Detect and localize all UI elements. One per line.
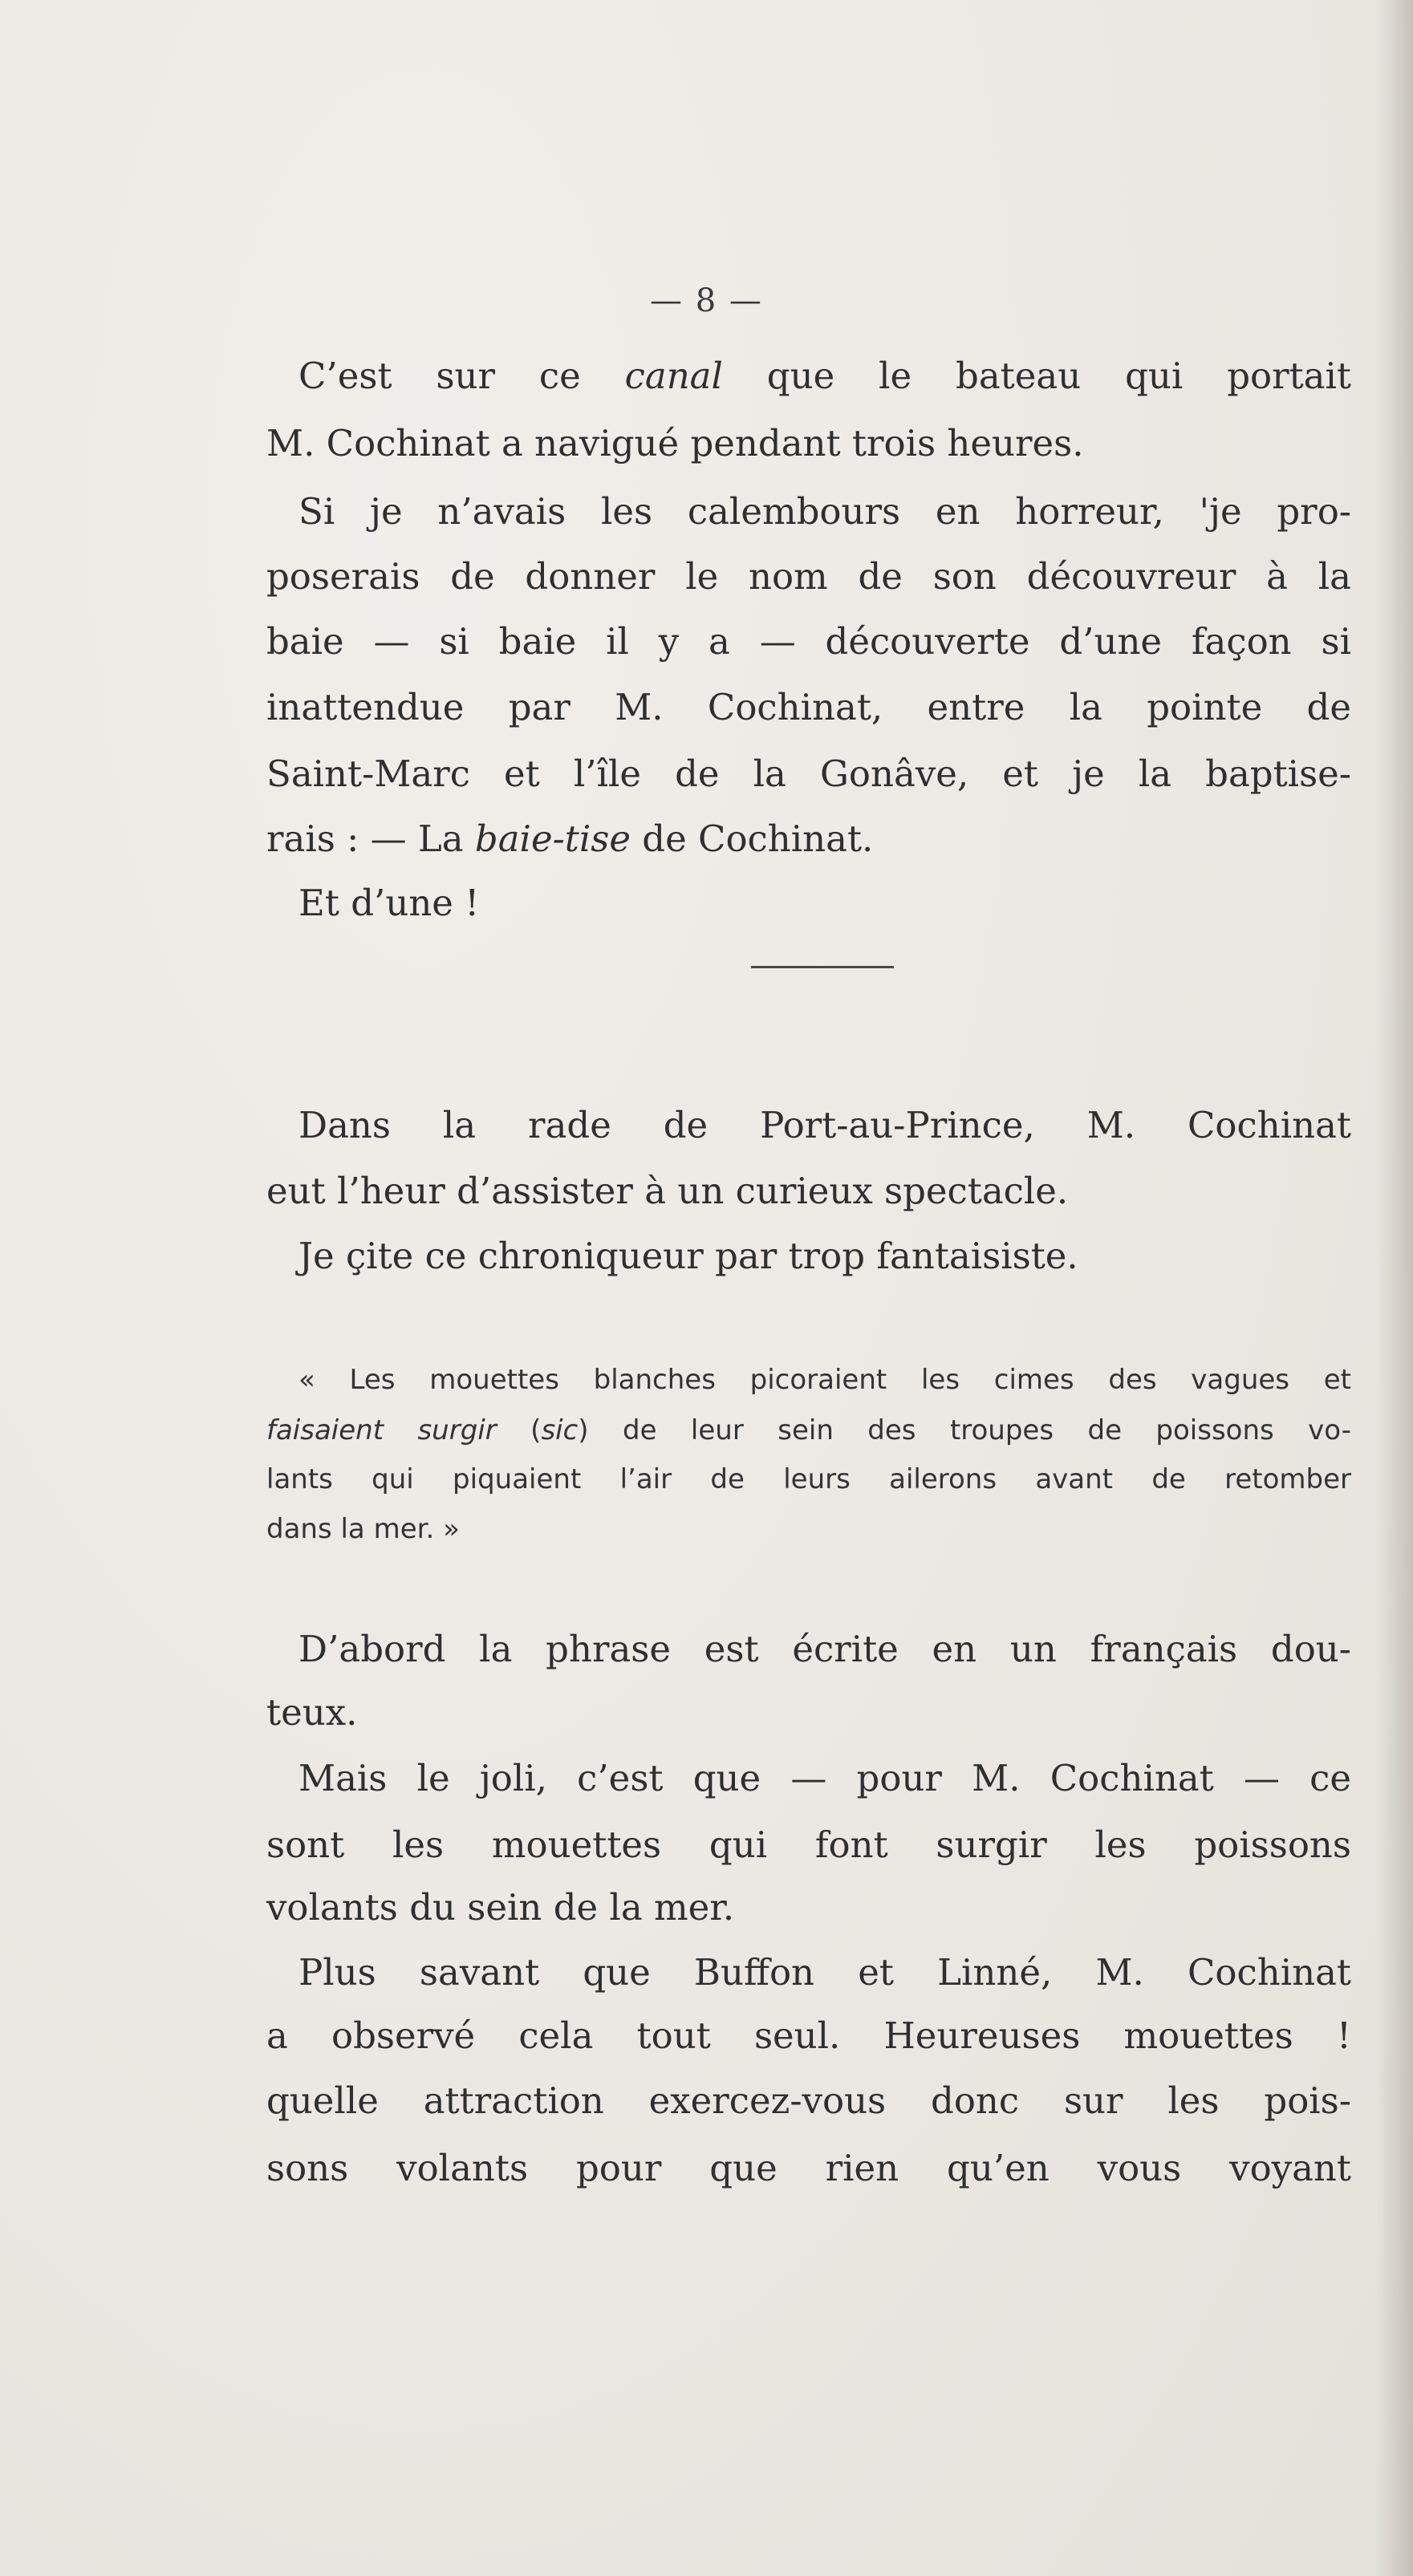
paragraph-2-line-4: inattendue par M. Cochinat, entre la pointe de <box>266 686 1351 728</box>
paragraph-6-line-1: Plus savant que Buffon et Linné, M. Cochinat <box>298 1951 1351 1994</box>
page-number: — 8 — <box>650 282 763 319</box>
paragraph-2-line-6 <box>266 811 1351 867</box>
paragraph-6-line-4: sons volants pour que rien qu’en vous voyant <box>266 2147 1351 2189</box>
paragraph-6-line-3: quelle attraction exercez-vous donc sur les pois- <box>266 2079 1351 2122</box>
paragraph-5-line-3: volants du sein de la mer. <box>266 1886 735 1929</box>
quotation-line-3: lants qui piquaient l’air de leurs ailerons avant de retomber <box>266 1463 1351 1495</box>
text-run: ) de leur sein des troupes de poissons vo- <box>578 1414 1352 1446</box>
text-run: rais : — La <box>266 817 475 860</box>
italic-word-canal: canal <box>624 355 723 397</box>
paragraph-3-line-1: Dans la rade de Port-au-Prince, M. Cochinat <box>298 1104 1351 1146</box>
paragraph-5-line-2: sont les mouettes qui font surgir les poissons <box>266 1823 1351 1866</box>
italic-phrase-faisaient-surgir: faisaient surgir <box>266 1414 497 1446</box>
paragraph-1-line-2: M. Cochinat a navigué pendant trois heures. <box>266 422 1084 464</box>
text-run: de Cochinat. <box>630 817 874 860</box>
paragraph-4-line-2: teux. <box>266 1691 358 1734</box>
paragraph-6-line-2: a observé cela tout seul. Heureuses mouettes ! <box>266 2014 1351 2057</box>
page-edge-shadow <box>1376 0 1413 2576</box>
italic-word-baie-tise: baie-tise <box>474 817 631 860</box>
paragraph-4-line-1: D’abord la phrase est écrite en un français dou- <box>298 1628 1351 1670</box>
quotation-line-4: dans la mer. » <box>266 1513 460 1545</box>
paragraph-2-line-5: Saint-Marc et l’île de la Gonâve, et je la baptise- <box>266 753 1351 795</box>
italic-word-sic: sic <box>541 1414 579 1446</box>
paragraph-2-line-2: poserais de donner le nom de son découvreur à la <box>266 555 1351 598</box>
paragraph-2-line-7: Et d’une ! <box>298 882 480 924</box>
paragraph-3-line-3: Je çite ce chroniqueur par trop fantaisiste. <box>298 1235 1078 1277</box>
paragraph-5-line-1: Mais le joli, c’est que — pour M. Cochinat — ce <box>298 1757 1351 1799</box>
paragraph-2-line-1: Si je n’avais les calembours en horreur, 'je pro- <box>298 490 1351 533</box>
text-run: ( <box>496 1414 542 1446</box>
quotation-line-1: « Les mouettes blanches picoraient les cimes des vagues et <box>298 1364 1351 1396</box>
paragraph-2-line-3: baie — si baie il y a — découverte d’une façon si <box>266 620 1351 663</box>
text-run: C’est sur ce <box>298 355 625 397</box>
paragraph-1-line-1 <box>266 348 1351 404</box>
text-run: que le bateau qui portait <box>722 355 1351 397</box>
section-divider-rule <box>751 966 894 968</box>
quotation-line-2 <box>266 1409 1351 1452</box>
paragraph-3-line-2: eut l’heur d’assister à un curieux spectacle. <box>266 1170 1069 1212</box>
